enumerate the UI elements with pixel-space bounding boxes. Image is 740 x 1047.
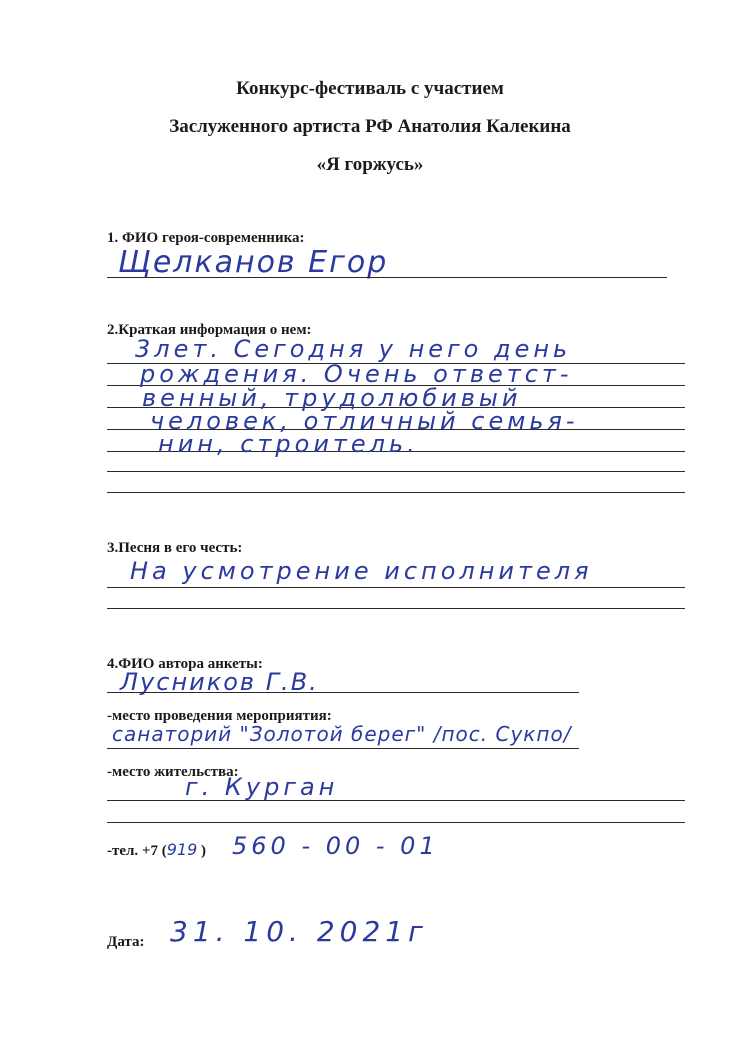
header-line-2: Заслуженного артиста РФ Анатолия Калекина [169, 116, 571, 137]
info-handwritten-4: человек, отличный семья- [150, 407, 579, 435]
hero-name-label: 1. ФИО героя-современника: [107, 230, 305, 246]
venue-line [107, 748, 579, 749]
info-label: 2.Краткая информация о нем: [107, 322, 312, 338]
phone-code-handwritten: 919 [166, 840, 198, 859]
song-line-1 [107, 587, 685, 588]
date-handwritten: 31. 10. 2021г [170, 915, 428, 948]
hero-name-line [107, 277, 667, 278]
date-label: Дата: [107, 934, 145, 950]
info-handwritten-5: нин, строитель. [158, 430, 419, 458]
phone-close: ) [197, 843, 207, 859]
phone-handwritten: 560 - 00 - 01 [232, 832, 439, 860]
song-handwritten: На усмотрение исполнителя [130, 557, 593, 585]
info-handwritten-1: 3лет. Сегодня у него день [135, 335, 572, 363]
info-line-7 [107, 492, 685, 493]
author-line [107, 692, 579, 693]
residence-label: -место жительства: [107, 764, 239, 780]
author-handwritten: Лусников Г.В. [120, 668, 319, 696]
header-line-1: Конкурс-фестиваль с участием [236, 78, 504, 99]
info-handwritten-3: венный, трудолюбивый [142, 384, 522, 412]
song-line-2 [107, 608, 685, 609]
info-handwritten-2: рождения. Очень ответст- [140, 360, 573, 388]
residence-line-2 [107, 822, 685, 823]
venue-label: -место проведения мероприятия: [107, 708, 332, 724]
hero-name-handwritten: Щелканов Егор [118, 245, 389, 280]
residence-line-1 [107, 800, 685, 801]
info-line-6 [107, 471, 685, 472]
header-line-3: «Я горжусь» [316, 154, 424, 175]
song-label: 3.Песня в его честь: [107, 540, 243, 556]
author-label: 4.ФИО автора анкеты: [107, 656, 263, 672]
venue-handwritten: санаторий "Золотой берег" /пос. Сукпо/ [112, 722, 572, 746]
residence-handwritten: г. Курган [185, 773, 339, 801]
phone-row [107, 840, 206, 860]
phone-prefix: -тел. +7 ( [107, 843, 167, 859]
